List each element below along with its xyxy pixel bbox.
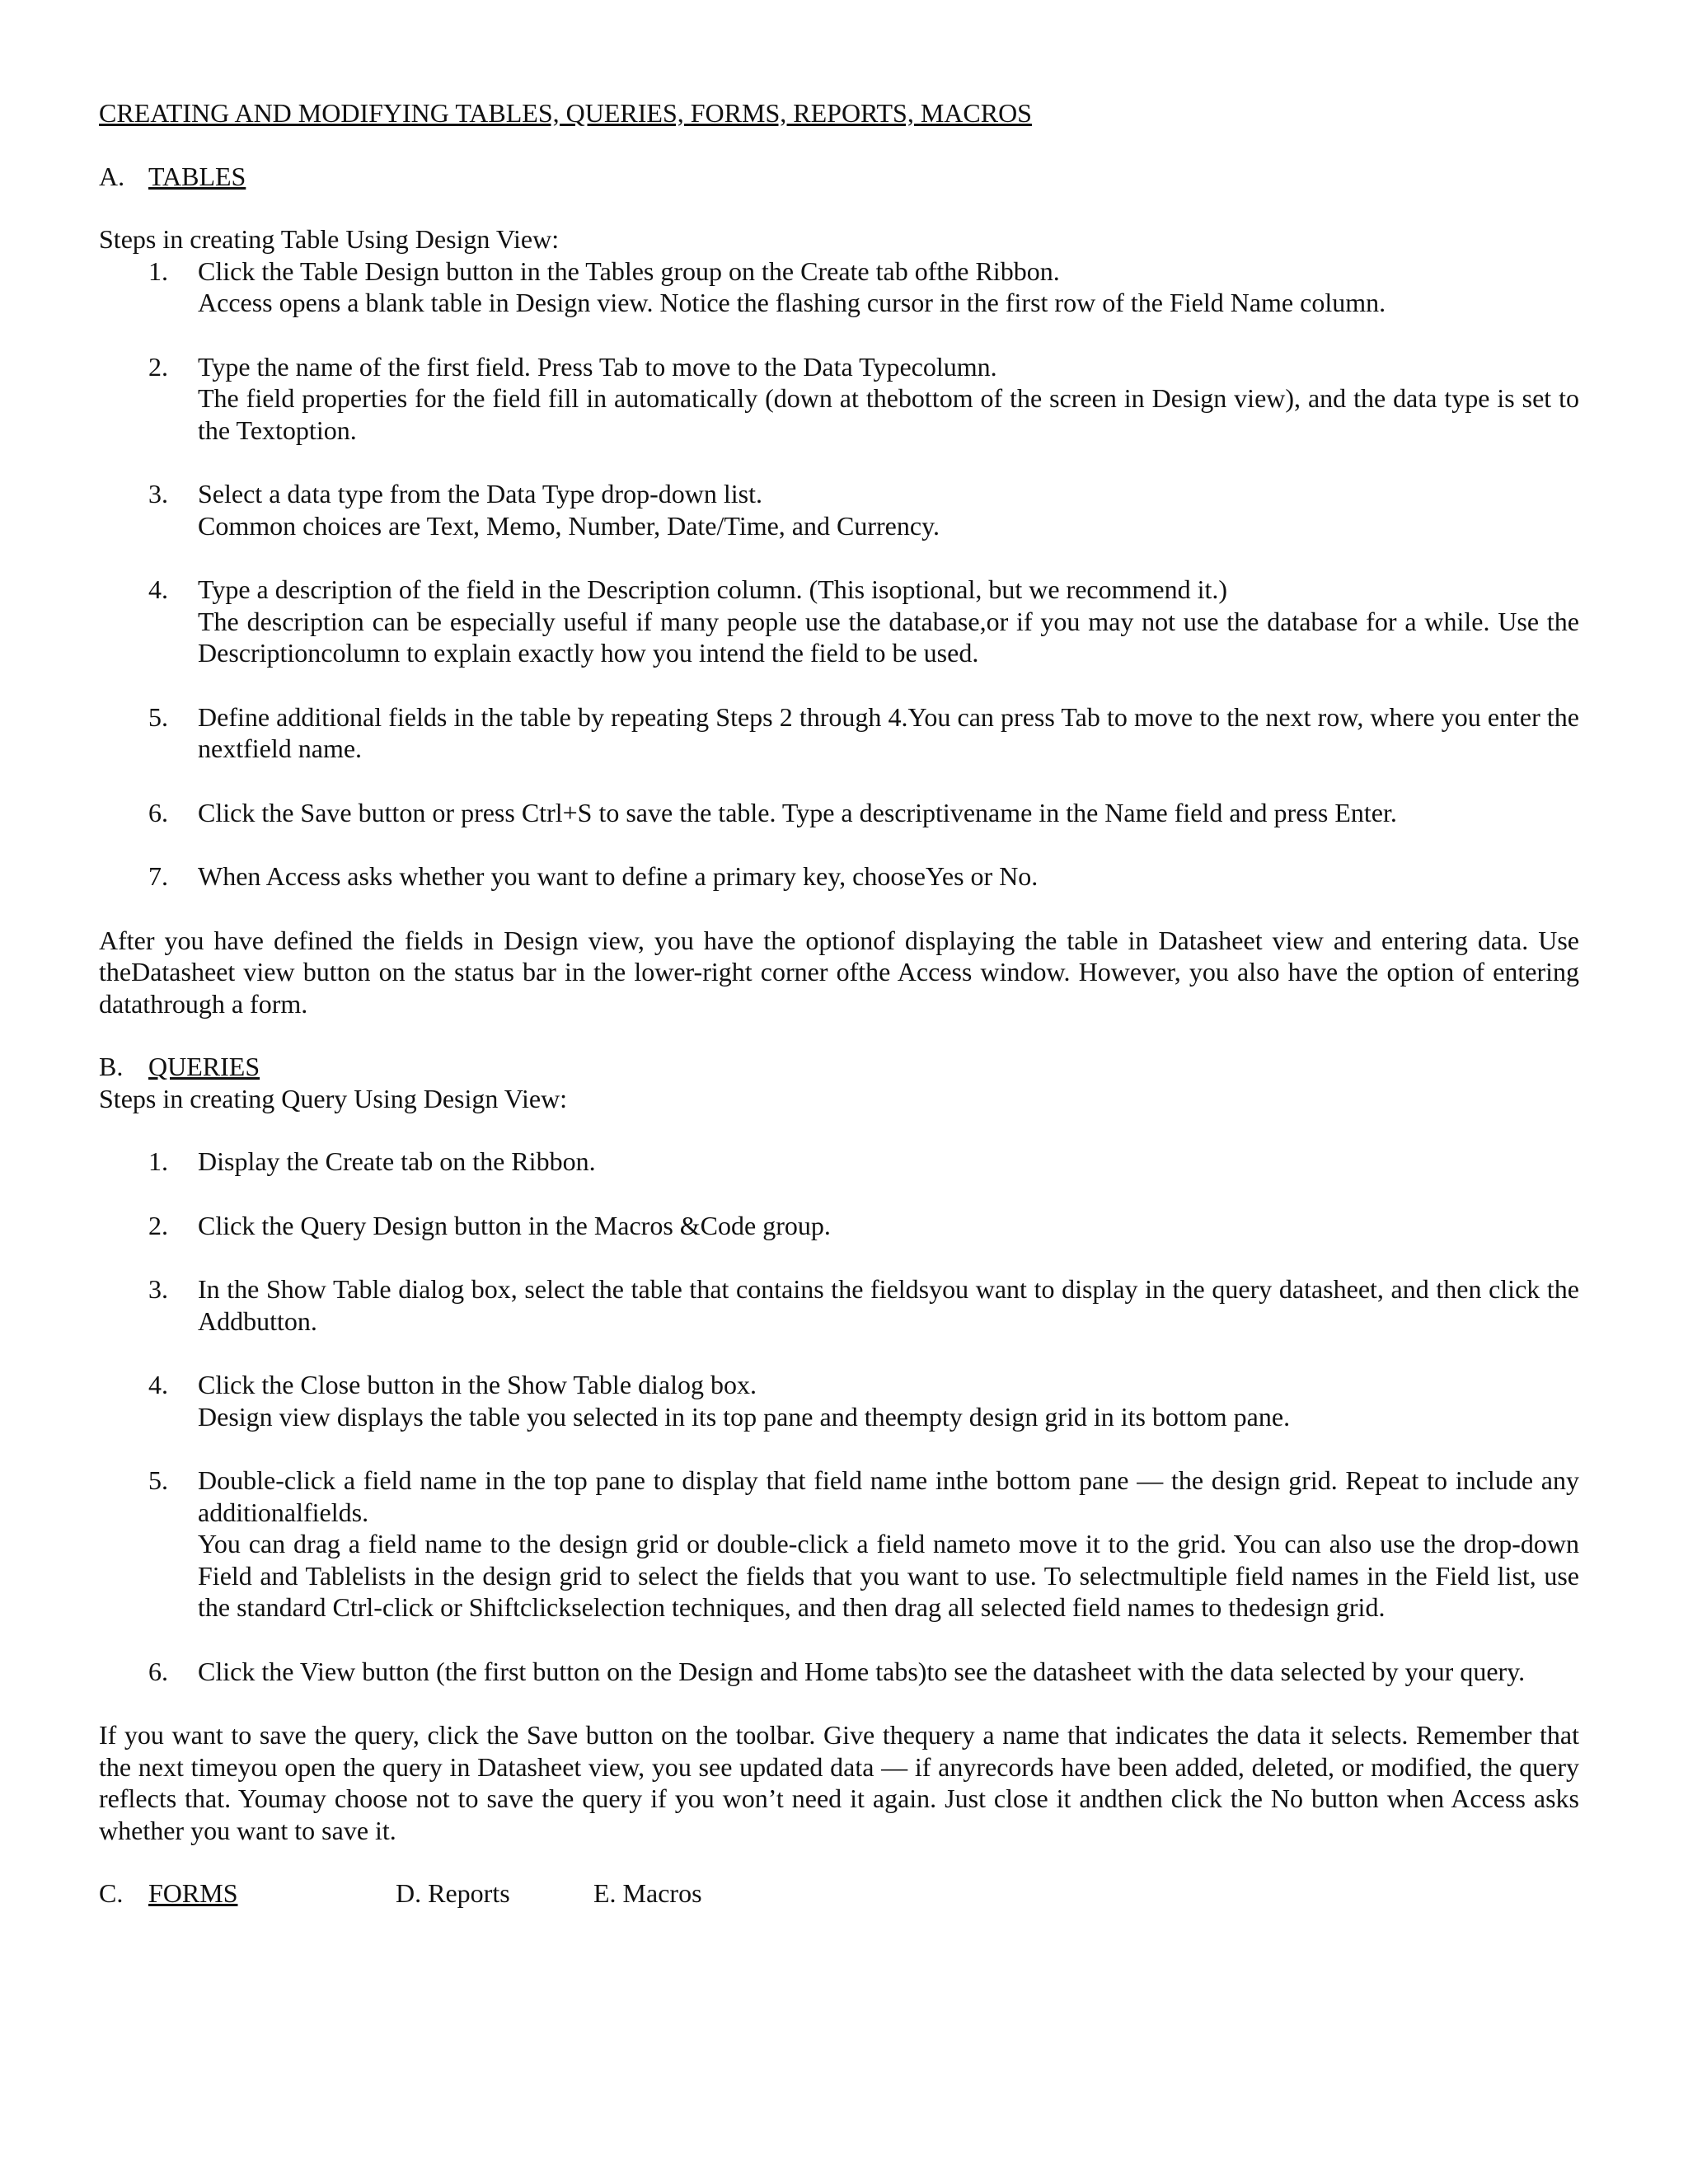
section-c-name: FORMS [148,1878,238,1908]
section-b-letter: B. [99,1052,124,1081]
list-item [99,797,1579,829]
section-b-heading [99,1051,1579,1083]
step-text: Define additional fields in the table by repeating Steps 2 through 4.You can press Tab to move to the next row, where you enter the nextfield name. [198,701,1579,763]
step-number: 5. [148,701,168,732]
step-text: Click the Table Design button in the Tables group on the Create tab ofthe Ribbon. [198,255,1060,286]
step-text: When Access asks whether you want to define a primary key, chooseYes or No. [198,861,1039,891]
section-b-name: QUERIES [148,1052,260,1081]
section-a-steps [99,255,1579,893]
step-text: Type a description of the field in the Description column. (This isoptional, but we recommend it.) [198,574,1228,604]
step-number: 6. [148,797,168,827]
section-a-heading [99,161,1579,193]
page-title: CREATING AND MODIFYING TABLES, QUERIES, FORMS, REPORTS, MACROS [99,98,1032,128]
list-item [99,1369,1579,1432]
section-a-intro: Steps in creating Table Using Design View: [99,224,560,254]
step-text: Click the Close button in the Show Table dialog box. [198,1370,757,1399]
list-item [99,701,1579,765]
step-number: 3. [148,479,168,509]
step-number: 2. [148,351,168,382]
section-a-name: TABLES [148,161,246,191]
step-number: 3. [148,1274,168,1304]
step-number: 6. [148,1656,168,1686]
step-text: Access opens a blank table in Design view. Notice the flashing cursor in the first row of the Field Name column. [198,288,1386,317]
section-a-letter: A. [99,161,125,191]
list-item [99,1210,1579,1242]
list-item [99,1465,1579,1624]
list-item [99,1273,1579,1337]
list-item [99,574,1579,669]
step-text: Display the Create tab on the Ribbon. [198,1146,596,1176]
step-text: Click the View button (the first button on the Design and Home tabs)to see the datasheet with the data selected by your query. [198,1656,1526,1686]
remaining-sections-row [99,1877,1579,1910]
step-number: 5. [148,1465,168,1495]
step-text: Double-click a field name in the top pane to display that field name inthe bottom pane — the design grid. Repeat to include any additionalfields. [198,1465,1579,1527]
step-number: 2. [148,1210,168,1240]
step-number: 1. [148,1146,168,1176]
list-item [99,1146,1579,1178]
step-number: 7. [148,861,168,891]
section-b-intro: Steps in creating Query Using Design View: [99,1083,568,1113]
list-item [99,351,1579,447]
section-b-closing: If you want to save the query, click the Save button on the toolbar. Give thequery a name that indicates the data it selects. Remember that the next timeyou open the query in Datasheet view, you see updated data — if anyrecords have been added, deleted, or modified, the query reflects that. Youmay choose not to save the query if you won’t need it again. Just close it andthen click the No button when Access asks whether you want to save it. [99,1720,1579,1845]
step-text: Common choices are Text, Memo, Number, Date/Time, and Currency. [198,510,940,541]
step-text: You can drag a field name to the design grid or double-click a field nameto move it to the grid. You can also use the drop-down Field and Tablelists in the design grid to select the fields that you want to use. To selectmultiple field names in the Field list, use the standard Ctrl-click or Shiftclickselection techniques, and then drag all selected field names to thedesign grid. [198,1529,1579,1622]
step-text: Select a data type from the Data Type drop-down list. [198,479,762,509]
step-text: Type the name of the first field. Press Tab to move to the Data Typecolumn. [198,351,997,382]
step-text: The field properties for the field fill in automatically (down at thebottom of the screen in Design view), and the data type is set to the Textoption. [198,383,1579,445]
step-text: The description can be especially useful if many people use the database,or if you may not use the database for a while. Use the Descriptioncolumn to explain exactly how you intend the field to be used. [198,606,1579,668]
section-b-steps [99,1146,1579,1687]
step-text: Click the Save button or press Ctrl+S to save the table. Type a descriptivename in the Name field and press Enter. [198,797,1397,827]
document-page [99,97,1579,1910]
list-item [99,860,1579,893]
list-item [99,255,1579,319]
step-text: Click the Query Design button in the Macros &Code group. [198,1210,831,1240]
step-text: Design view displays the table you selected in its top pane and theempty design grid in its bottom pane. [198,1401,1291,1432]
list-item [99,478,1579,541]
section-d-label: D. Reports [396,1878,510,1908]
list-item [99,1656,1579,1688]
section-e-label: E. Macros [593,1878,702,1908]
step-number: 1. [148,255,168,286]
step-number: 4. [148,574,168,604]
section-a-closing: After you have defined the fields in Design view, you have the optionof displaying the table in Datasheet view and entering data. Use theDatasheet view button on the status bar in the lower-right corner ofthe Access window. However, you also have the option of entering datathrough a form. [99,925,1579,1019]
step-number: 4. [148,1370,168,1399]
step-text: In the Show Table dialog box, select the table that contains the fieldsyou want to display in the query datasheet, and then click the Addbutton. [198,1274,1579,1336]
section-c-letter: C. [99,1878,124,1908]
